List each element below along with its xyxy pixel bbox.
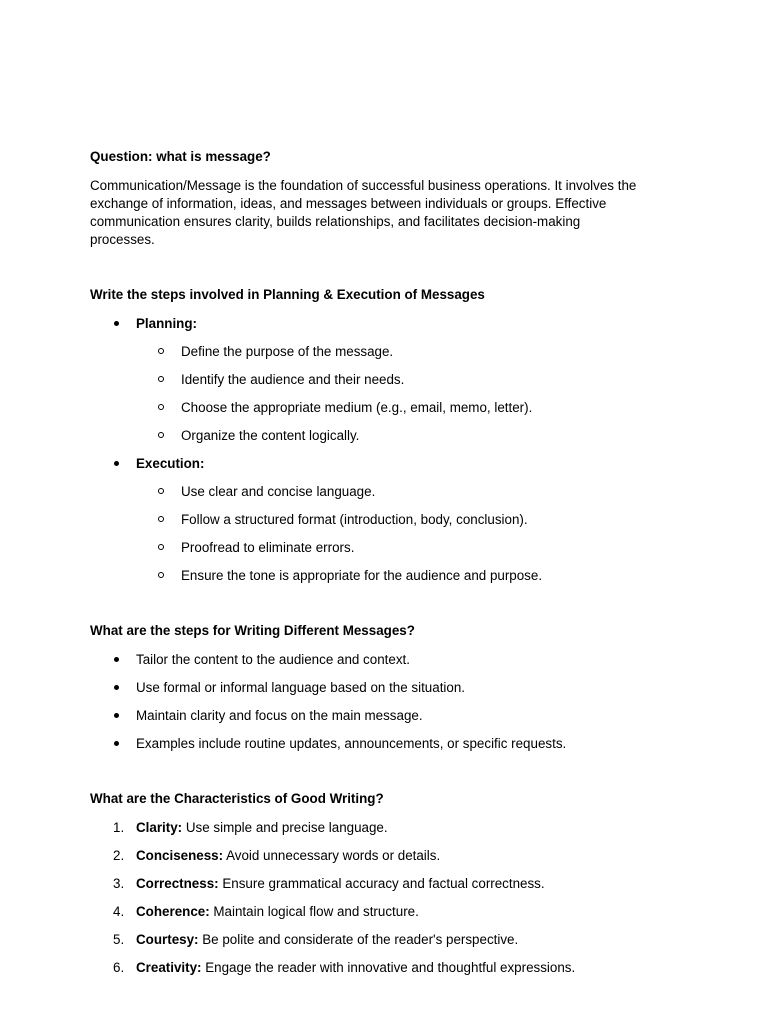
list-number: 1. [113,820,125,835]
question-3-heading: What are the steps for Writing Different Messages? [90,623,415,638]
circle-bullet-icon [158,432,164,438]
characteristic-term: Clarity: [136,820,183,835]
bullet-icon [114,713,119,718]
characteristic-item [136,931,518,949]
answer-1-line: communication ensures clarity, builds relationships, and facilitates decision-making [90,214,581,229]
characteristic-text: Be polite and considerate of the reader's perspective. [202,932,519,947]
characteristic-item [136,903,419,921]
writing-step-item: Examples include routine updates, announcements, or specific requests. [136,736,567,751]
writing-step-item: Use formal or informal language based on the situation. [136,680,466,695]
circle-bullet-icon [158,544,164,550]
list-number: 5. [113,932,125,947]
circle-bullet-icon [158,376,164,382]
planning-item: Organize the content logically. [181,428,360,443]
answer-1-line: exchange of information, ideas, and messages between individuals or groups. Effective [90,196,607,211]
circle-bullet-icon [158,404,164,410]
bullet-icon [114,685,119,690]
characteristic-term: Courtesy: [136,932,199,947]
characteristic-text: Ensure grammatical accuracy and factual correctness. [222,876,545,891]
execution-item: Ensure the tone is appropriate for the audience and purpose. [181,568,543,583]
question-4-heading: What are the Characteristics of Good Writing? [90,791,384,806]
writing-step-item: Maintain clarity and focus on the main message. [136,708,423,723]
bullet-icon [114,741,119,746]
characteristic-item [136,959,575,977]
planning-label: Planning: [136,316,197,331]
execution-item: Proofread to eliminate errors. [181,540,355,555]
characteristic-term: Conciseness: [136,848,224,863]
answer-1-line: Communication/Message is the foundation of successful business operations. It involves the [90,178,637,193]
execution-item: Use clear and concise language. [181,484,376,499]
characteristic-term: Creativity: [136,960,202,975]
planning-item: Define the purpose of the message. [181,344,394,359]
list-number: 4. [113,904,125,919]
characteristic-item [136,819,388,837]
bullet-icon [114,657,119,662]
list-number: 2. [113,848,125,863]
characteristic-text: Avoid unnecessary words or details. [226,848,441,863]
characteristic-term: Coherence: [136,904,210,919]
planning-item: Choose the appropriate medium (e.g., email, memo, letter). [181,400,533,415]
circle-bullet-icon [158,348,164,354]
question-2-heading: Write the steps involved in Planning & Execution of Messages [90,287,485,302]
list-number: 3. [113,876,125,891]
characteristic-item [136,847,440,865]
list-number: 6. [113,960,125,975]
execution-item: Follow a structured format (introduction, body, conclusion). [181,512,528,527]
characteristic-item [136,875,545,893]
answer-1-line: processes. [90,232,155,247]
planning-item: Identify the audience and their needs. [181,372,405,387]
circle-bullet-icon [158,572,164,578]
execution-label: Execution: [136,456,205,471]
characteristic-text: Engage the reader with innovative and thoughtful expressions. [205,960,576,975]
bullet-icon [114,461,119,466]
bullet-icon [114,321,119,326]
characteristic-term: Correctness: [136,876,219,891]
characteristic-text: Maintain logical flow and structure. [213,904,419,919]
circle-bullet-icon [158,516,164,522]
circle-bullet-icon [158,488,164,494]
question-1-heading: Question: what is message? [90,149,271,164]
writing-step-item: Tailor the content to the audience and context. [136,652,410,667]
characteristic-text: Use simple and precise language. [185,820,388,835]
